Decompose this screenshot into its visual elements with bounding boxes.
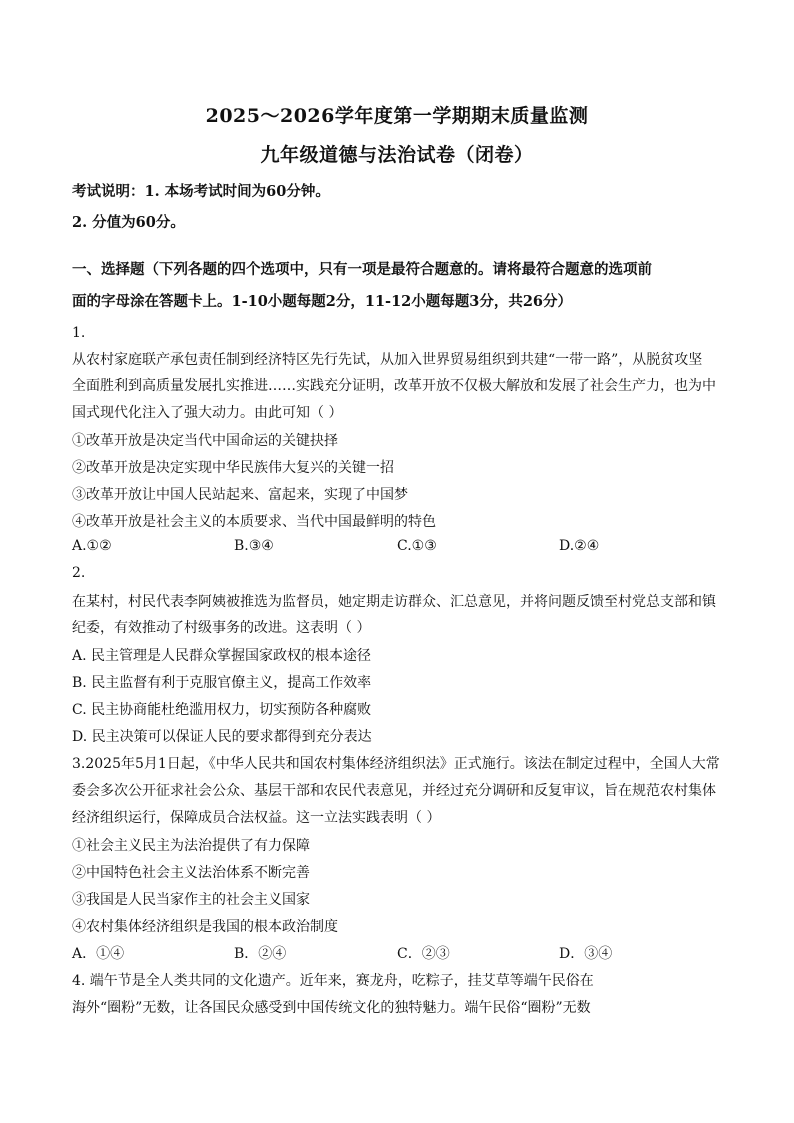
exam-title: 2025～2026学年度第一学期期末质量监测: [205, 105, 589, 127]
q1-number: 1.: [72, 325, 86, 341]
q2-option-c: C. 民主协商能杜绝滥用权力，切实预防各种腐败: [72, 702, 372, 718]
q3-option-b: B．②④: [234, 946, 287, 962]
q1-statement-2: ②改革开放是决定实现中华民族伟大复兴的关键一招: [72, 460, 394, 476]
q3-stem-line2: 委会多次公开征求社会公众、基层干部和农民代表意见，并经过充分调研和反复审议，旨在规范农村集体: [72, 783, 716, 799]
q2-option-b: B. 民主监督有利于克服官僚主义，提高工作效率: [72, 675, 372, 691]
q3-statement-1: ①社会主义民主为法治提供了有力保障: [72, 838, 310, 854]
q3-option-a: A．①④: [72, 946, 125, 962]
q3-statement-4: ④农村集体经济组织是我国的根本政治制度: [72, 919, 338, 935]
q3-statement-3: ③我国是人民当家作主的社会主义国家: [72, 892, 310, 908]
q2-option-d: D. 民主决策可以保证人民的要求都得到充分表达: [72, 729, 372, 745]
exam-subtitle: 九年级道德与法治试卷（闭卷）: [260, 144, 534, 166]
q2-stem-line2: 纪委，有效推动了村级事务的改进。这表明（ ）: [72, 620, 371, 636]
q2-number: 2.: [72, 565, 86, 581]
q3-option-c: C．②③: [397, 946, 450, 962]
q1-statement-1: ①改革开放是决定当代中国命运的关键抉择: [72, 433, 338, 449]
q3-stem-line1: 3.2025年5月1日起，《中华人民共和国农村集体经济组织法》正式施行。该法在制定过程中，全国人大常: [72, 756, 720, 772]
section-heading-line2: 面的字母涂在答题卡上。1-10小题每题2分，11-12小题每题3分，共26分）: [72, 293, 573, 310]
q4-stem-line1: 4. 端午节是全人类共同的文化遗产。近年来，赛龙舟，吃粽子，挂艾草等端午民俗在: [72, 973, 594, 989]
q2-stem-line1: 在某村，村民代表李阿姨被推选为监督员，她定期走访群众、汇总意见，并将问题反馈至村党总支部和镇: [72, 594, 716, 610]
q1-stem-line2: 全面胜利到高质量发展扎实推进……实践充分证明，改革开放不仅极大解放和发展了社会生产力，也为中: [72, 378, 716, 394]
q3-statement-2: ②中国特色社会主义法治体系不断完善: [72, 865, 310, 881]
exam-note-score: 2. 分值为60分。: [72, 214, 185, 231]
q1-stem-line3: 国式现代化注入了强大动力。由此可知（ ）: [72, 405, 343, 421]
q3-stem-line3: 经济组织运行，保障成员合法权益。这一立法实践表明（ ）: [72, 810, 441, 826]
q2-option-a: A. 民主管理是人民群众掌握国家政权的根本途径: [72, 648, 372, 664]
q1-option-d: D.②④: [559, 538, 600, 554]
q4-stem-line2: 海外“圈粉”无数，让各国民众感受到中国传统文化的独特魅力。端午民俗“圈粉”无数: [72, 1000, 591, 1016]
q1-option-a: A.①②: [72, 538, 112, 554]
q1-option-b: B.③④: [234, 538, 274, 554]
q3-option-d: D．③④: [559, 946, 613, 962]
q1-stem-line1: 从农村家庭联产承包责任制到经济特区先行先试，从加入世界贸易组织到共建“一带一路”，从脱贫攻坚: [72, 352, 703, 368]
exam-note-time: 考试说明：1. 本场考试时间为60分钟。: [72, 183, 330, 200]
q1-statement-3: ③改革开放让中国人民站起来、富起来，实现了中国梦: [72, 487, 408, 503]
q1-statement-4: ④改革开放是社会主义的本质要求、当代中国最鲜明的特色: [72, 514, 436, 530]
section-heading-line1: 一、选择题（下列各题的四个选项中，只有一项是最符合题意的。请将最符合题意的选项前: [72, 261, 652, 278]
q1-option-c: C.①③: [397, 538, 437, 554]
